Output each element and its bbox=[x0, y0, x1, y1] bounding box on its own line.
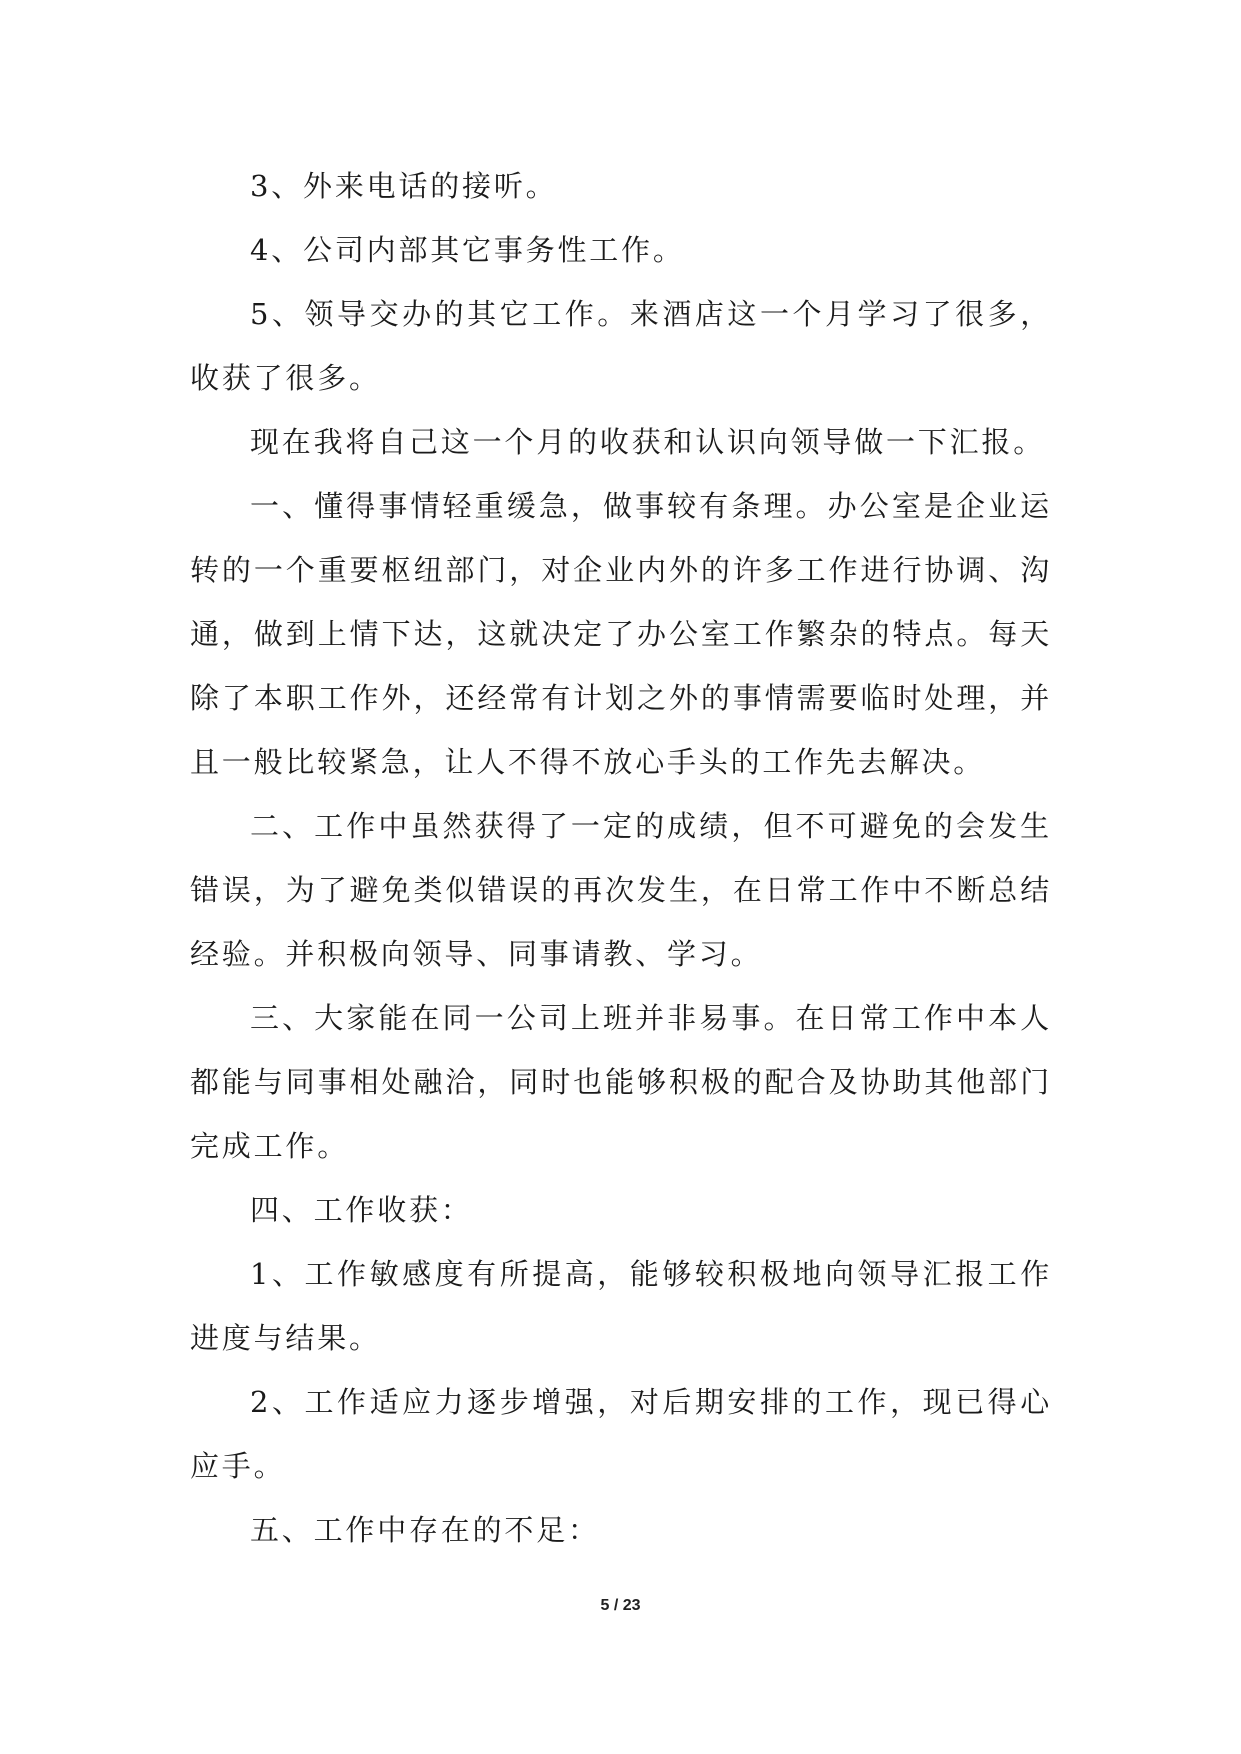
paragraph: 2、工作适应力逐步增强，对后期安排的工作，现已得心应手。 bbox=[190, 1385, 1052, 1483]
paragraph: 4、公司内部其它事务性工作。 bbox=[250, 233, 685, 267]
paragraph: 1、工作敏感度有所提高，能够较积极地向领导汇报工作进度与结果。 bbox=[190, 1257, 1052, 1355]
document-body bbox=[190, 154, 1052, 1562]
paragraph: 5、领导交办的其它工作。来酒店这一个月学习了很多，收获了很多。 bbox=[190, 297, 1052, 395]
paragraph: 二、工作中虽然获得了一定的成绩，但不可避免的会发生错误，为了避免类似错误的再次发生，在日常工作中不断总结经验。并积极向领导、同事请教、学习。 bbox=[190, 809, 1052, 971]
paragraph: 五、工作中存在的不足： bbox=[250, 1513, 600, 1547]
paragraph: 3、外来电话的接听。 bbox=[250, 169, 558, 203]
page-number: 5 / 23 bbox=[600, 1597, 641, 1614]
paragraph: 三、大家能在同一公司上班并非易事。在日常工作中本人都能与同事相处融洽，同时也能够积极的配合及协助其他部门完成工作。 bbox=[190, 1001, 1052, 1163]
paragraph: 现在我将自己这一个月的收获和认识向领导做一下汇报。 bbox=[250, 425, 1046, 459]
paragraph: 一、懂得事情轻重缓急，做事较有条理。办公室是企业运转的一个重要枢纽部门，对企业内外的许多工作进行协调、沟通，做到上情下达，这就决定了办公室工作繁杂的特点。每天除了本职工作外，还经常有计划之外的事情需要临时处理，并且一般比较紧急，让人不得不放心手头的工作先去解决。 bbox=[190, 489, 1052, 779]
paragraph: 四、工作收获： bbox=[250, 1193, 473, 1227]
